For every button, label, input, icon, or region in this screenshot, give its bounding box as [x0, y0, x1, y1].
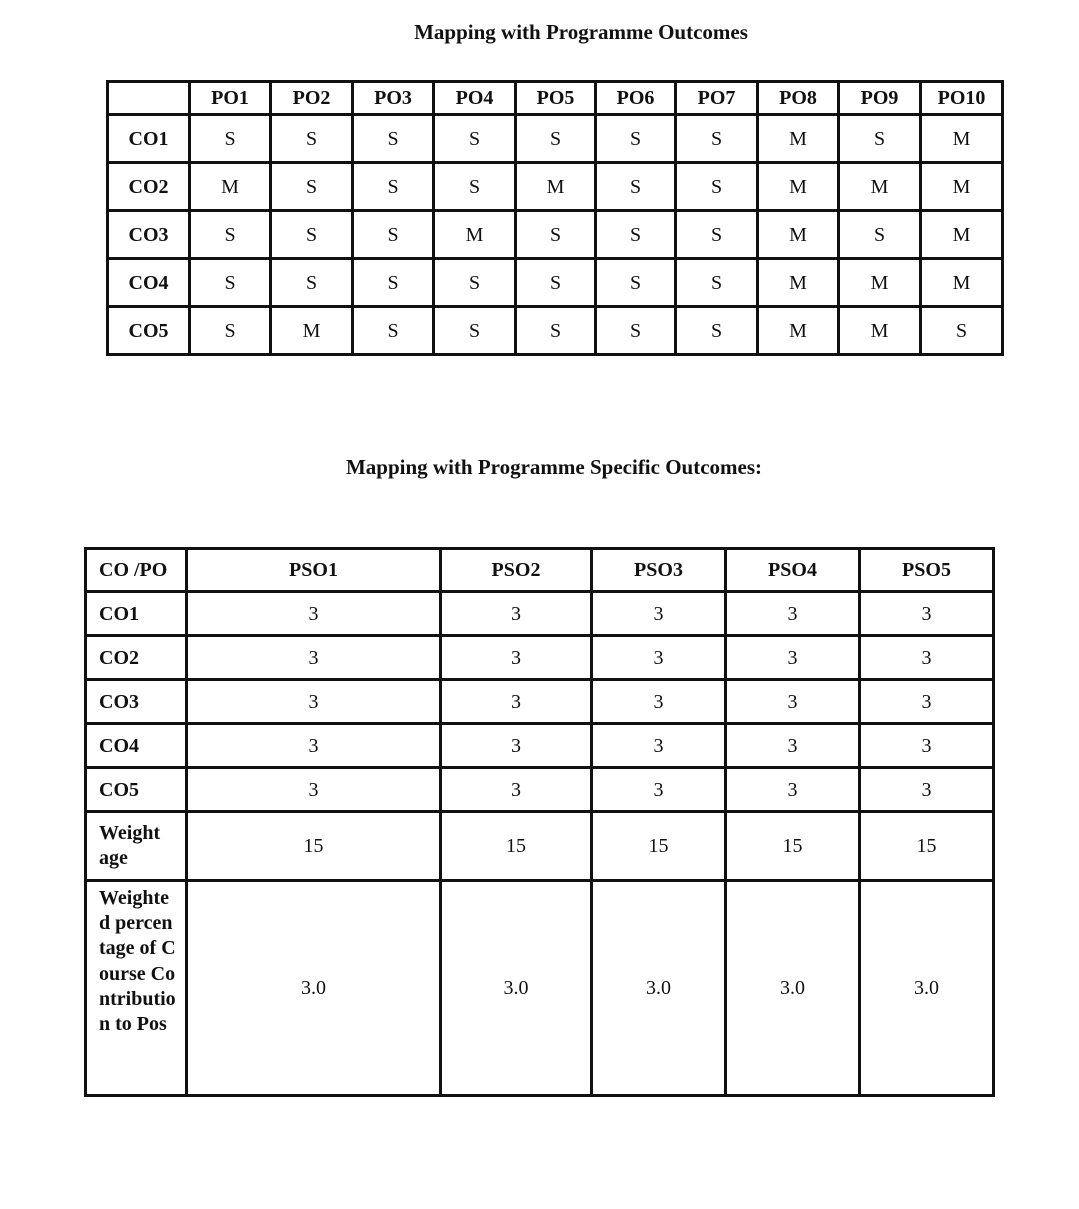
table-cell: S: [921, 307, 1003, 355]
column-header: PO4: [434, 82, 516, 115]
table-cell: M: [921, 115, 1003, 163]
table-cell: S: [271, 115, 353, 163]
table-cell: M: [921, 259, 1003, 307]
table-cell: S: [516, 259, 596, 307]
table-cell: 3: [441, 680, 592, 724]
table-cell: S: [271, 163, 353, 211]
table-cell: M: [758, 163, 839, 211]
table-cell: 3: [441, 768, 592, 812]
table-row: [86, 636, 994, 680]
po-mapping-table: [106, 80, 1004, 356]
table-row: [86, 724, 994, 768]
weightage-label: Weight age: [99, 822, 161, 869]
table-cell: S: [271, 211, 353, 259]
row-label: CO4: [108, 259, 190, 307]
row-label: CO3: [108, 211, 190, 259]
po-header-row: [108, 82, 1003, 115]
table-row: [108, 115, 1003, 163]
table-cell: 3: [592, 680, 726, 724]
table-cell: S: [676, 163, 758, 211]
weightage-cell: 15: [726, 812, 860, 881]
column-header: PO1: [190, 82, 271, 115]
table-cell: S: [596, 259, 676, 307]
table-row: [108, 307, 1003, 355]
table-cell: S: [271, 259, 353, 307]
table-cell: M: [839, 163, 921, 211]
table-cell: S: [434, 259, 516, 307]
column-header: PO7: [676, 82, 758, 115]
table-cell: S: [839, 211, 921, 259]
table-cell: 3: [187, 636, 441, 680]
table-row: [86, 592, 994, 636]
weightage-row: [86, 812, 994, 881]
weighted-percentage-cell: 3.0: [726, 881, 860, 1096]
table-cell: S: [596, 163, 676, 211]
column-header: PSO2: [441, 549, 592, 592]
pso-mapping-title: Mapping with Programme Specific Outcomes:: [345, 455, 763, 479]
weightage-cell: 15: [441, 812, 592, 881]
column-header: PO10: [921, 82, 1003, 115]
table-row: [108, 211, 1003, 259]
corner-cell: [108, 82, 190, 115]
table-cell: M: [758, 259, 839, 307]
row-label: CO2: [86, 636, 187, 680]
table-cell: S: [596, 211, 676, 259]
column-header: PSO1: [187, 549, 441, 592]
table-cell: M: [758, 115, 839, 163]
weighted-percentage-row: [86, 881, 994, 1096]
table-cell: 3: [187, 592, 441, 636]
po-mapping-title: Mapping with Programme Outcomes: [414, 20, 748, 44]
table-cell: S: [676, 211, 758, 259]
table-cell: 3: [592, 636, 726, 680]
row-label: CO3: [86, 680, 187, 724]
column-header: PO8: [758, 82, 839, 115]
pso-header-row: [86, 549, 994, 592]
table-cell: S: [190, 115, 271, 163]
table-cell: S: [596, 307, 676, 355]
table-cell: S: [353, 259, 434, 307]
table-cell: S: [434, 115, 516, 163]
weighted-percentage-cell: 3.0: [441, 881, 592, 1096]
column-header: PO2: [271, 82, 353, 115]
table-cell: 3: [860, 592, 994, 636]
table-cell: M: [839, 307, 921, 355]
table-cell: 3: [860, 724, 994, 768]
table-cell: M: [758, 211, 839, 259]
table-cell: S: [839, 115, 921, 163]
table-cell: 3: [441, 724, 592, 768]
column-header: PO5: [516, 82, 596, 115]
row-label: CO4: [86, 724, 187, 768]
column-header: PSO4: [726, 549, 860, 592]
column-header: PO9: [839, 82, 921, 115]
table-cell: 3: [187, 680, 441, 724]
table-cell: 3: [726, 768, 860, 812]
weighted-percentage-cell: 3.0: [187, 881, 441, 1096]
column-header: PO3: [353, 82, 434, 115]
table-cell: M: [516, 163, 596, 211]
table-cell: M: [271, 307, 353, 355]
corner-cell: CO /PO: [86, 549, 187, 592]
table-cell: 3: [187, 724, 441, 768]
weightage-label-cell: [86, 812, 187, 881]
table-cell: 3: [592, 592, 726, 636]
column-header: PSO3: [592, 549, 726, 592]
table-cell: 3: [860, 636, 994, 680]
row-label: CO1: [86, 592, 187, 636]
weightage-cell: 15: [592, 812, 726, 881]
weightage-cell: 15: [860, 812, 994, 881]
table-cell: 3: [726, 724, 860, 768]
table-cell: 3: [726, 592, 860, 636]
pso-mapping-table: [84, 547, 995, 1097]
table-cell: S: [676, 115, 758, 163]
table-cell: S: [596, 115, 676, 163]
weighted-percentage-label: Weighted percentage of Course Contribution to Pos: [99, 887, 176, 1035]
table-cell: M: [921, 163, 1003, 211]
table-cell: S: [353, 211, 434, 259]
weighted-percentage-label-cell: [86, 881, 187, 1096]
table-row: [86, 768, 994, 812]
table-cell: 3: [592, 768, 726, 812]
table-cell: S: [353, 163, 434, 211]
table-cell: M: [839, 259, 921, 307]
column-header: PSO5: [860, 549, 994, 592]
row-label: CO5: [86, 768, 187, 812]
table-cell: 3: [187, 768, 441, 812]
table-cell: 3: [441, 636, 592, 680]
row-label: CO5: [108, 307, 190, 355]
table-cell: M: [921, 211, 1003, 259]
table-cell: 3: [726, 636, 860, 680]
table-cell: S: [516, 211, 596, 259]
table-cell: S: [353, 115, 434, 163]
table-cell: S: [434, 307, 516, 355]
table-cell: S: [676, 307, 758, 355]
column-header: PO6: [596, 82, 676, 115]
table-cell: S: [190, 307, 271, 355]
table-cell: S: [190, 259, 271, 307]
table-cell: S: [353, 307, 434, 355]
table-cell: S: [190, 211, 271, 259]
table-cell: 3: [860, 680, 994, 724]
table-cell: S: [676, 259, 758, 307]
table-cell: S: [434, 163, 516, 211]
row-label: CO2: [108, 163, 190, 211]
table-cell: M: [190, 163, 271, 211]
table-cell: S: [516, 115, 596, 163]
table-cell: 3: [441, 592, 592, 636]
table-cell: 3: [592, 724, 726, 768]
table-cell: M: [758, 307, 839, 355]
table-cell: 3: [726, 680, 860, 724]
table-cell: S: [516, 307, 596, 355]
table-row: [108, 163, 1003, 211]
table-cell: 3: [860, 768, 994, 812]
row-label: CO1: [108, 115, 190, 163]
table-cell: M: [434, 211, 516, 259]
weighted-percentage-cell: 3.0: [592, 881, 726, 1096]
weightage-cell: 15: [187, 812, 441, 881]
weighted-percentage-cell: 3.0: [860, 881, 994, 1096]
table-row: [108, 259, 1003, 307]
table-row: [86, 680, 994, 724]
